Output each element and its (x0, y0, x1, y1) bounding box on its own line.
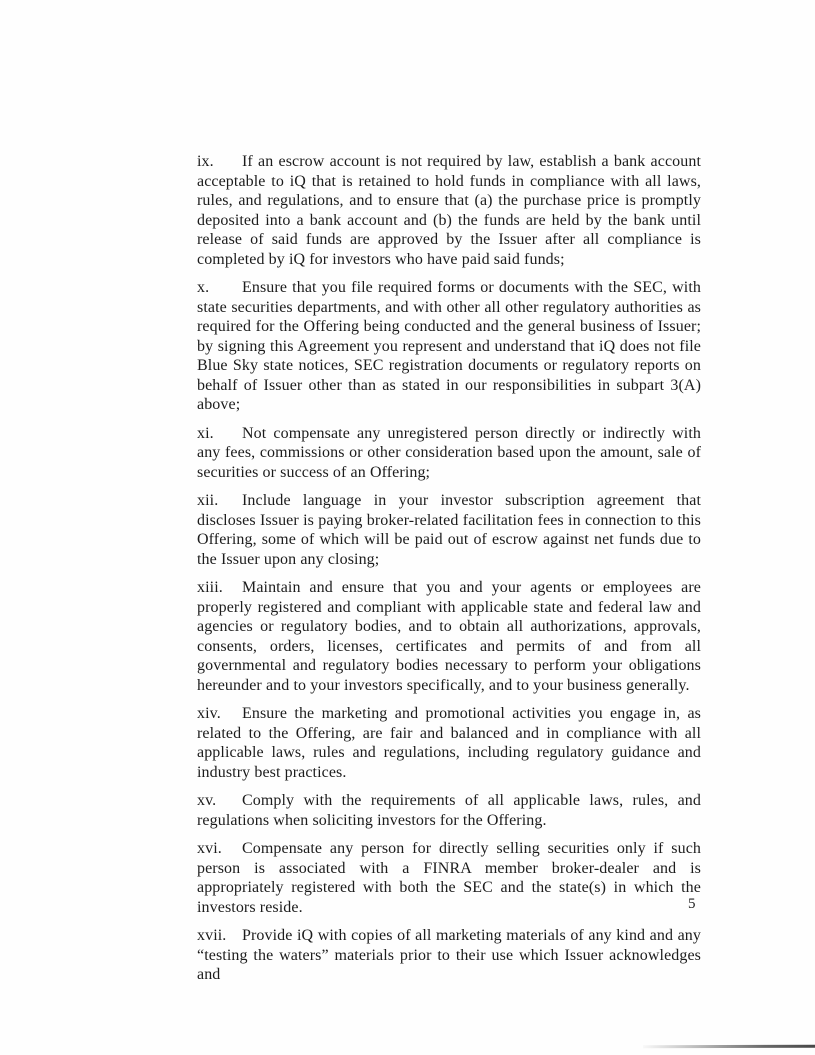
item-text: Ensure the marketing and promotional activities you engage in, as related to the Offering, are fair and balanced and in compliance with all applicable laws, rules and regulations, including regulatory guidance and industry best practices. (197, 705, 701, 781)
list-item-xv (197, 791, 701, 830)
item-numeral: xvi. (197, 840, 222, 857)
item-text: Ensure that you file required forms or documents with the SEC, with state securities departments, and with other all other regulatory authorities as required for the Offering being conducted and the general business of Issuer; by signing this Agreement you represent and understand that iQ does not file Blue Sky state notices, SEC registration documents or regulatory reports on behalf of Issuer other than as stated in our responsibilities in subpart 3(A) above; (197, 279, 701, 413)
clause-list (197, 152, 701, 994)
list-item-xvii (197, 926, 701, 985)
item-text: Provide iQ with copies of all marketing materials of any kind and any “testing the waters” materials prior to their use which Issuer acknowledges and (197, 927, 701, 983)
list-item-xiv (197, 704, 701, 782)
item-numeral: ix. (197, 153, 214, 170)
item-text: Maintain and ensure that you and your agents or employees are properly registered and compliant with applicable state and federal law and agencies or regulatory bodies, and to obtain all authorizations, approvals, consents, orders, licenses, certificates and permits of and from all governmental and regulatory bodies necessary to perform your obligations hereunder and to your investors specifically, and to your business generally. (197, 579, 701, 694)
item-numeral: xii. (197, 492, 219, 509)
item-text: Include language in your investor subscription agreement that discloses Issuer is paying broker-related facilitation fees in connection to this Offering, some of which will be paid out of escrow against net funds due to the Issuer upon any closing; (197, 492, 701, 568)
list-item-xvi (197, 839, 701, 917)
list-item-ix (197, 152, 701, 269)
item-numeral: xiii. (197, 579, 223, 596)
list-item-xii (197, 491, 701, 569)
list-item-xiii (197, 578, 701, 695)
item-numeral: x. (197, 279, 210, 296)
list-item-xi (197, 424, 701, 483)
item-text: Not compensate any unregistered person directly or indirectly with any fees, commissions or other consideration based upon the amount, sale of securities or success of an Offering; (197, 424, 701, 481)
list-item-x (197, 278, 701, 415)
item-numeral: xv. (197, 792, 217, 809)
item-numeral: xiv. (197, 705, 221, 722)
item-text: Compensate any person for directly selling securities only if such person is associated with a FINRA member broker-dealer and is appropriately registered with both the SEC and the state(s) in which the investors reside. (197, 840, 701, 916)
item-numeral: xi. (197, 424, 214, 442)
item-numeral: xvii. (197, 927, 227, 944)
item-text: If an escrow account is not required by law, establish a bank account acceptable to iQ that is retained to hold funds in compliance with all laws, rules, and regulations, and to ensure that (a) the purchase price is promptly deposited into a bank account and (b) the funds are held by the bank until release of said funds are approved by the Issuer after all compliance is completed by iQ for investors who have paid said funds; (197, 153, 701, 268)
scan-artifact-line (643, 1045, 815, 1049)
page-number: 5 (688, 896, 696, 912)
item-text: Comply with the requirements of all applicable laws, rules, and regulations when soliciting investors for the Offering. (197, 792, 701, 829)
